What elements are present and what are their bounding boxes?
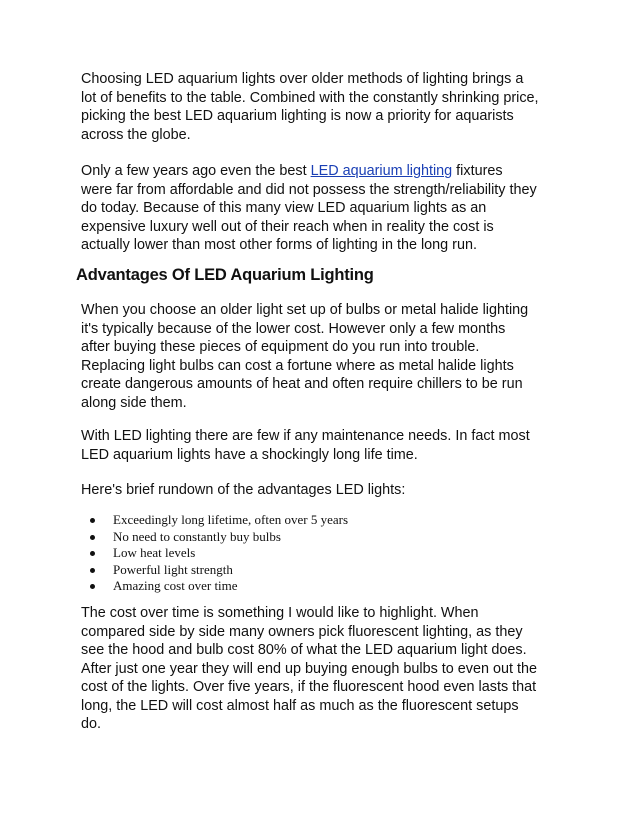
bullet-icon xyxy=(90,518,95,523)
rundown-intro-text: Here's brief rundown of the advantages LED lights: xyxy=(81,482,406,498)
affordability-line: were far from affordable and did not possess the strength/reliability they xyxy=(81,181,537,198)
intro-line: picking the best LED aquarium lighting is now a priority for aquarists xyxy=(81,108,514,124)
list-item xyxy=(90,545,348,562)
rundown-intro-paragraph xyxy=(81,481,581,500)
bullet-icon xyxy=(90,535,95,540)
section-heading: Advantages Of LED Aquarium Lighting xyxy=(76,266,374,284)
older-lights-line: after buying these pieces of equipment do you run into trouble. xyxy=(81,339,480,355)
cost-line: see the hood and bulb cost 80% of what the LED aquarium light does. xyxy=(81,642,527,658)
bullet-icon xyxy=(90,584,95,589)
bullet-icon xyxy=(90,568,95,573)
led-aquarium-lighting-link[interactable]: LED aquarium lighting xyxy=(310,163,453,179)
maintenance-line: LED aquarium lights have a shockingly long life time. xyxy=(81,446,418,463)
list-item-text: No need to constantly buy bulbs xyxy=(113,528,281,544)
list-item-text: Low heat levels xyxy=(113,545,196,560)
intro-line: lot of benefits to the table. Combined with the constantly shrinking price, xyxy=(81,89,539,106)
older-lights-line: Replacing light bulbs can cost a fortune where as metal halide lights xyxy=(81,357,514,374)
affordability-line: expensive luxury well out of their reach when in reality the cost is xyxy=(81,218,494,235)
bullet-icon xyxy=(90,551,95,556)
affordability-paragraph xyxy=(81,162,581,255)
cost-line: After just one year they will end up buying enough bulbs to even out the xyxy=(81,660,538,677)
affordability-line: do today. Because of this many view LED aquarium lights as an xyxy=(81,200,487,216)
older-lights-line: When you choose an older light set up of bulbs or metal halide lighting xyxy=(81,302,529,318)
list-item-text: Powerful light strength xyxy=(113,561,233,577)
maintenance-line: With LED lighting there are few if any maintenance needs. In fact most xyxy=(81,428,530,444)
intro-line: across the globe. xyxy=(81,126,191,143)
cost-line: compared side by side many owners pick fluorescent lighting, as they xyxy=(81,623,523,640)
older-lights-line: create dangerous amounts of heat and often require chillers to be run xyxy=(81,376,523,392)
list-item xyxy=(90,562,348,579)
affordability-text-after-link: fixtures xyxy=(452,163,503,179)
cost-paragraph xyxy=(81,604,581,734)
list-item xyxy=(90,529,348,546)
affordability-text-before-link: Only a few years ago even the best xyxy=(81,163,311,179)
older-lights-line: it's typically because of the lower cost. However only a few months xyxy=(81,320,506,337)
intro-paragraph xyxy=(81,70,581,144)
list-item-text: Amazing cost over time xyxy=(113,578,238,593)
affordability-line: actually lower than most other forms of lighting in the long run. xyxy=(81,237,477,253)
cost-line: long, the LED will cost almost half as much as the fluorescent setups xyxy=(81,697,519,714)
cost-line: The cost over time is something I would like to highlight. When xyxy=(81,605,479,621)
maintenance-paragraph xyxy=(81,427,581,464)
advantages-list xyxy=(90,512,348,595)
list-item xyxy=(90,512,348,529)
intro-line: Choosing LED aquarium lights over older methods of lighting brings a xyxy=(81,71,524,87)
list-item xyxy=(90,578,348,595)
older-lights-paragraph xyxy=(81,301,581,412)
cost-line: do. xyxy=(81,716,102,732)
affordability-first-line xyxy=(81,162,581,181)
list-item-text: Exceedingly long lifetime, often over 5 years xyxy=(113,512,349,527)
older-lights-line: along side them. xyxy=(81,394,187,411)
cost-line: cost of the lights. Over five years, if the fluorescent hood even lasts that xyxy=(81,679,537,695)
